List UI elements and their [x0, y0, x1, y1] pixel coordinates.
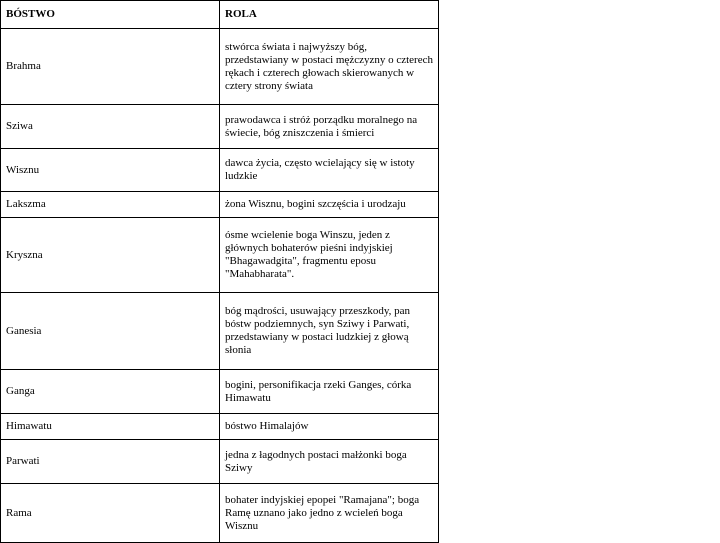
role-cell: dawca życia, często wcielający się w istoty ludzkie — [220, 149, 439, 192]
role-cell: prawodawca i stróż porządku moralnego na świecie, bóg zniszczenia i śmierci — [220, 105, 439, 149]
table-row — [1, 29, 439, 105]
deity-cell: Kryszna — [1, 218, 220, 293]
role-cell: bogini, personifikacja rzeki Ganges, córka Himawatu — [220, 370, 439, 414]
table-row — [1, 192, 439, 218]
role-cell: stwórca świata i najwyższy bóg, przedstawiany w postaci mężczyzny o czterech rękach i czterech głowach skierowanych w cztery strony świata — [220, 29, 439, 105]
role-cell: bohater indyjskiej epopei "Ramajana"; boga Ramę uznano jako jedno z wcieleń boga Wisznu — [220, 484, 439, 543]
deity-cell: Ganesia — [1, 293, 220, 370]
deity-cell: Brahma — [1, 29, 220, 105]
deity-cell: Lakszma — [1, 192, 220, 218]
table-row — [1, 149, 439, 192]
header-deity: BÓSTWO — [1, 1, 220, 29]
role-cell: jedna z łagodnych postaci małżonki boga Sziwy — [220, 440, 439, 484]
table-row — [1, 484, 439, 543]
deity-cell: Wisznu — [1, 149, 220, 192]
header-role: ROLA — [220, 1, 439, 29]
deity-cell: Himawatu — [1, 414, 220, 440]
deity-cell: Parwati — [1, 440, 220, 484]
role-cell: ósme wcielenie boga Winszu, jeden z głównych bohaterów pieśni indyjskiej "Bhagawadgita", fragmentu eposu "Mahabharata". — [220, 218, 439, 293]
role-cell: bóg mądrości, usuwający przeszkody, pan bóstw podziemnych, syn Sziwy i Parwati, przedstawiany w postaci ludzkiej z głową słonia — [220, 293, 439, 370]
table-header-row — [1, 1, 439, 29]
deity-cell: Ganga — [1, 370, 220, 414]
role-cell: żona Wisznu, bogini szczęścia i urodzaju — [220, 192, 439, 218]
table-row — [1, 370, 439, 414]
table-row — [1, 414, 439, 440]
table-row — [1, 440, 439, 484]
table-row — [1, 105, 439, 149]
deity-cell: Rama — [1, 484, 220, 543]
table-row — [1, 218, 439, 293]
table-row — [1, 293, 439, 370]
role-cell: bóstwo Himalajów — [220, 414, 439, 440]
deity-cell: Sziwa — [1, 105, 220, 149]
